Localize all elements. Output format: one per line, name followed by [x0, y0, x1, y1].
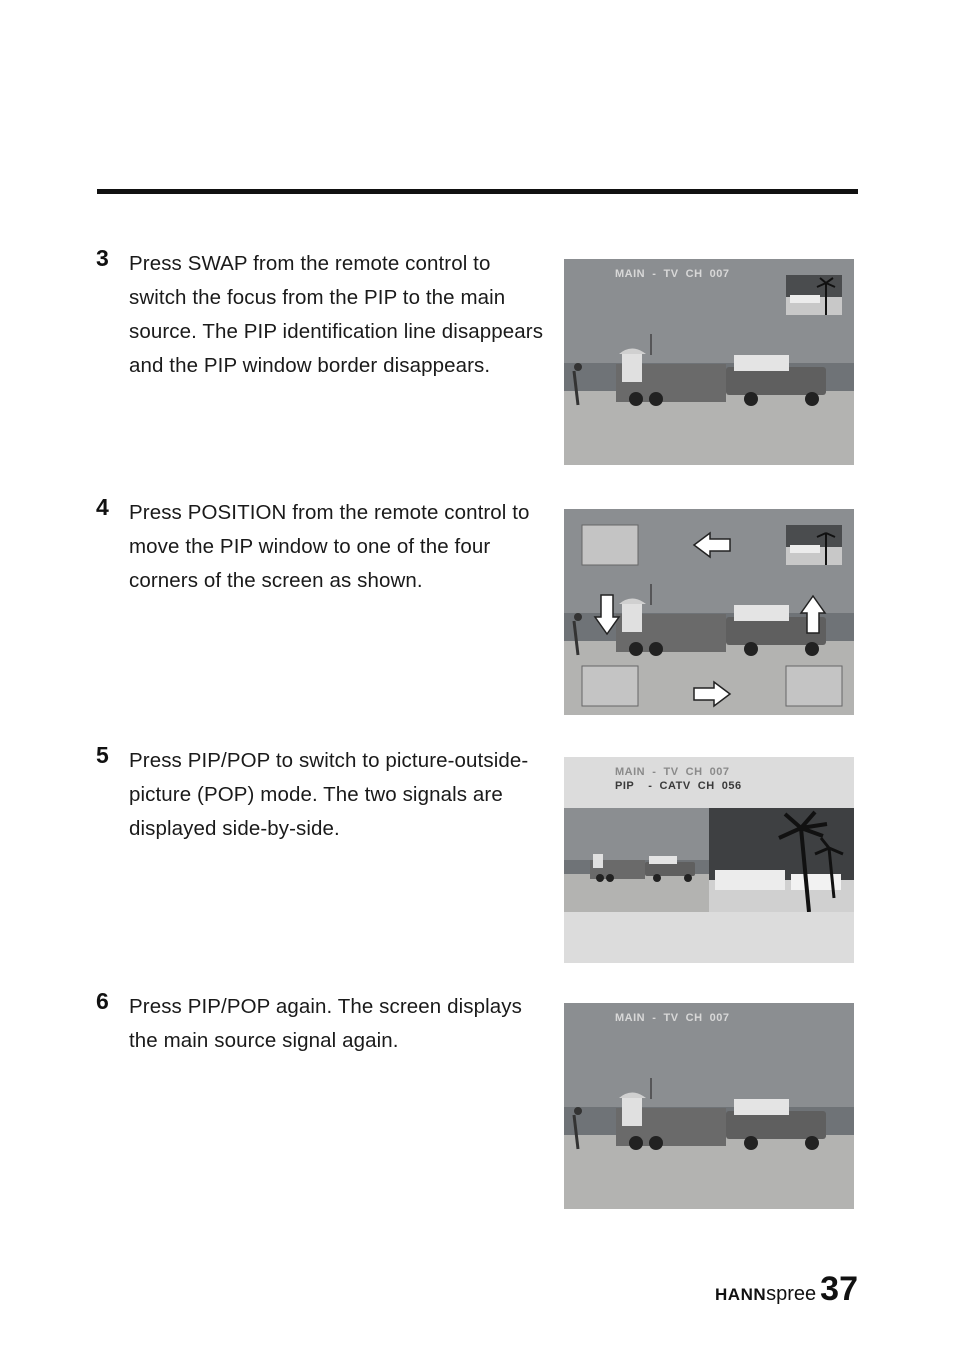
step-6: [96, 990, 546, 1058]
step-5: [96, 744, 546, 846]
step-text: Press POSITION from the remote control to move the PIP window to one of the four corners of the screen as shown.: [129, 501, 530, 592]
screen-main-again: [564, 1003, 854, 1209]
arrow-right-icon: [694, 682, 730, 706]
pip-thumbnail: [786, 275, 842, 315]
brand-logo-bold: HANN: [715, 1285, 767, 1304]
osd-main-line: MAIN - TV CH 007: [615, 268, 730, 280]
arrow-left-icon: [694, 533, 730, 557]
step-number: 5: [96, 742, 109, 768]
corner-diagram: [564, 509, 854, 715]
step-number: 6: [96, 988, 109, 1014]
osd-main-line: MAIN - TV CH 007: [615, 1012, 730, 1024]
step-text: Press PIP/POP to switch to picture-outside-picture (POP) mode. The two signals are displayed side-by-side.: [129, 749, 529, 840]
step-text: Press PIP/POP again. The screen displays the main source signal again.: [129, 995, 522, 1052]
screen-pop: [564, 757, 854, 963]
step-text: Press SWAP from the remote control to switch the focus from the PIP to the main source. The PIP identification line disappears and the PIP window border disappears.: [129, 252, 544, 377]
step-3: [96, 247, 546, 383]
arrow-down-icon: [595, 595, 619, 634]
pip-corner-top-left: [582, 525, 638, 565]
screen-swap: [564, 259, 854, 465]
pop-pip-picture: [709, 808, 854, 912]
arrow-up-icon: [801, 596, 825, 633]
pop-main-picture: [564, 808, 709, 912]
footer-brand: [715, 1270, 858, 1309]
step-4: [96, 496, 546, 598]
beach-scene: [564, 1003, 854, 1209]
header-rule: [97, 189, 858, 194]
page-number: 37: [820, 1270, 858, 1308]
pip-corner-bottom-left: [582, 666, 638, 706]
pip-corner-top-right: [786, 525, 842, 565]
brand-logo-light: spree: [766, 1283, 817, 1305]
step-number: 4: [96, 494, 109, 520]
osd-main-line: MAIN - TV CH 007: [615, 766, 730, 778]
osd-pip-line: PIP - CATV CH 056: [615, 780, 742, 792]
step-number: 3: [96, 245, 109, 271]
pip-corner-bottom-right: [786, 666, 842, 706]
screen-position: [564, 509, 854, 715]
